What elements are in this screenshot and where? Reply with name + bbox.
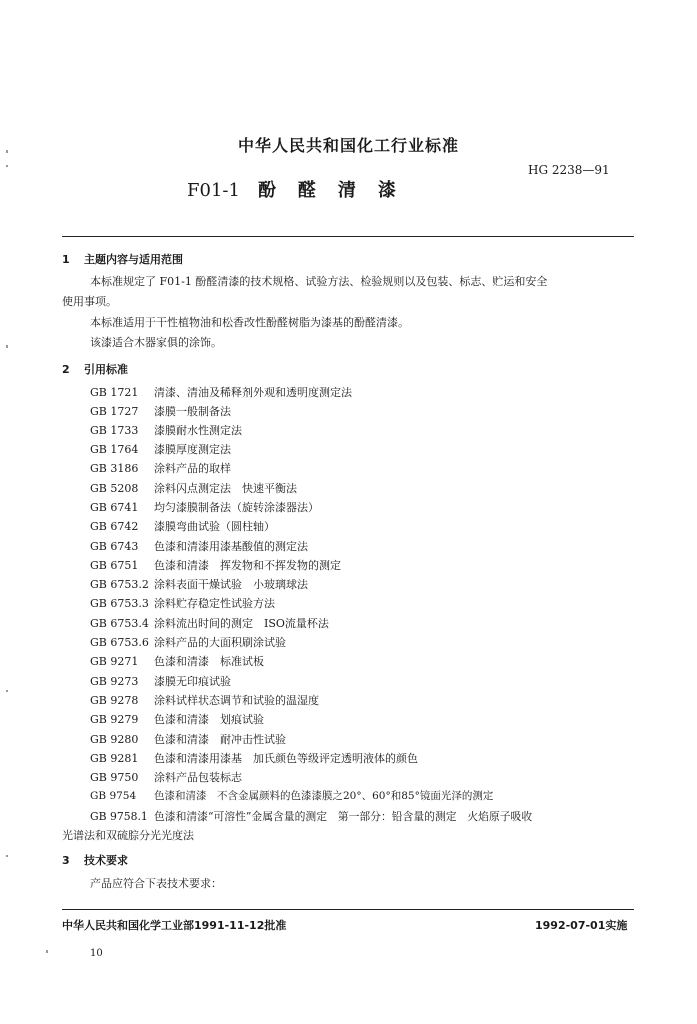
paragraph: 该漆适合木器家俱的涂饰。 [90, 336, 222, 349]
reference-code: GB 1733 [90, 424, 139, 437]
scan-speck [46, 950, 48, 953]
reference-item [90, 440, 231, 459]
reference-title: 漆膜无印痕试验 [154, 675, 231, 688]
reference-title: 涂料试样状态调节和试验的温湿度 [154, 694, 319, 707]
approval-date: 中华人民共和国化学工业部1991-11-12批准 [62, 919, 287, 932]
section-title: 引用标准 [84, 363, 128, 376]
reference-item [90, 787, 493, 806]
reference-code: GB 9273 [90, 675, 139, 688]
reference-code: GB 6753.2 [90, 578, 149, 591]
section-number: 3 [62, 854, 70, 867]
section-title: 主题内容与适用范围 [84, 253, 183, 266]
reference-code: GB 3186 [90, 462, 139, 475]
reference-item [90, 498, 319, 517]
reference-item [90, 614, 329, 633]
reference-code: GB 6753.3 [90, 597, 149, 610]
implementation-date: 1992-07-01实施 [535, 919, 628, 932]
reference-title: 涂料产品包装标志 [154, 771, 242, 784]
reference-item [90, 633, 286, 652]
reference-title: 色漆和清漆 挥发物和不挥发物的测定 [154, 559, 341, 572]
reference-item [90, 575, 308, 594]
section-title: 技术要求 [84, 854, 128, 867]
scan-speck [6, 690, 8, 692]
paragraph: 本标准规定了 F01-1 酚醛清漆的技术规格、试验方法、检验规则以及包装、标志、贮运和安全 [90, 275, 548, 288]
reference-title: 涂料表面干燥试验 小玻璃球法 [154, 578, 308, 591]
standard-code: HG 2238—91 [528, 163, 610, 177]
reference-title: 涂料贮存稳定性试验方法 [154, 597, 275, 610]
page-number: 10 [90, 948, 103, 959]
reference-code: GB 6753.4 [90, 617, 149, 630]
reference-title: 均匀漆膜制备法（旋转涂漆器法） [154, 501, 319, 514]
reference-code: GB 6751 [90, 559, 139, 572]
reference-code: GB 9271 [90, 655, 139, 668]
reference-code: GB 9279 [90, 713, 139, 726]
reference-code: GB 6743 [90, 540, 139, 553]
reference-item [90, 710, 264, 729]
reference-code: GB 1721 [90, 386, 139, 399]
reference-item [90, 807, 532, 826]
section-2-heading [62, 361, 128, 377]
reference-code: GB 9758.1 [90, 810, 148, 823]
paragraph: 本标准适用于干性植物油和松香改性酚醛树脂为漆基的酚醛清漆。 [90, 316, 409, 329]
scan-speck [6, 855, 8, 857]
reference-title: 漆膜弯曲试验（圆柱轴） [154, 520, 275, 533]
reference-title: 色漆和清漆 标准试板 [154, 655, 264, 668]
title-code: F01-1 [187, 180, 240, 201]
reference-code: GB 6753.6 [90, 636, 149, 649]
document-title [187, 176, 418, 202]
reference-title: 涂料产品的取样 [154, 462, 231, 475]
reference-item [90, 537, 308, 556]
reference-title: 漆膜厚度测定法 [154, 443, 231, 456]
section-number: 2 [62, 363, 70, 376]
section-3-heading [62, 852, 128, 868]
footer-rule [62, 909, 634, 910]
reference-title: 涂料流出时间的测定 ISO流量杯法 [154, 617, 329, 630]
reference-continuation: 光谱法和双硫腙分光光度法 [62, 829, 194, 842]
reference-title: 色漆和清漆 划痕试验 [154, 713, 264, 726]
section-1-heading [62, 251, 183, 267]
scan-speck [6, 165, 8, 167]
reference-item [90, 672, 231, 691]
reference-item [90, 402, 231, 421]
paragraph: 使用事项。 [62, 295, 117, 308]
title-name: 酚醛清漆 [257, 180, 418, 201]
reference-item [90, 594, 275, 613]
header-rule [62, 236, 634, 237]
reference-title: 色漆和清漆 不含金属颜料的色漆漆膜之20°、60°和85°镜面光泽的测定 [154, 790, 494, 802]
reference-title: 涂料产品的大面积刷涂试验 [154, 636, 286, 649]
reference-title: 涂料闪点测定法 快速平衡法 [154, 482, 297, 495]
reference-item [90, 556, 341, 575]
reference-code: GB 9281 [90, 752, 139, 765]
reference-title: 色漆和清漆 耐冲击性试验 [154, 733, 286, 746]
reference-title: 色漆和清漆用漆基酸值的测定法 [154, 540, 308, 553]
reference-item [90, 479, 297, 498]
scan-speck [6, 345, 8, 348]
reference-code: GB 5208 [90, 482, 139, 495]
reference-code: GB 6742 [90, 520, 139, 533]
reference-title: 漆膜耐水性测定法 [154, 424, 242, 437]
reference-code: GB 6741 [90, 501, 139, 514]
reference-code: GB 9750 [90, 771, 139, 784]
reference-code: GB 9280 [90, 733, 139, 746]
reference-title: 色漆和清漆“可溶性”金属含量的测定 第一部分：铅含量的测定 火焰原子吸收 [154, 810, 533, 823]
reference-code: GB 9754 [90, 790, 137, 802]
reference-title: 色漆和清漆用漆基 加氏颜色等级评定透明液体的颜色 [154, 752, 418, 765]
reference-item [90, 652, 264, 671]
reference-item [90, 768, 242, 787]
standard-org-title: 中华人民共和国化工行业标准 [237, 136, 459, 155]
reference-item [90, 691, 319, 710]
reference-item [90, 749, 418, 768]
section-number: 1 [62, 253, 70, 266]
reference-item [90, 459, 231, 478]
reference-item [90, 517, 275, 536]
paragraph: 产品应符合下表技术要求： [90, 877, 222, 890]
reference-title: 清漆、清油及稀释剂外观和透明度测定法 [154, 386, 352, 399]
reference-title: 漆膜一般制备法 [154, 405, 231, 418]
reference-code: GB 1764 [90, 443, 139, 456]
reference-code: GB 9278 [90, 694, 139, 707]
reference-item [90, 421, 242, 440]
reference-item [90, 383, 352, 402]
reference-item [90, 730, 286, 749]
reference-code: GB 1727 [90, 405, 139, 418]
